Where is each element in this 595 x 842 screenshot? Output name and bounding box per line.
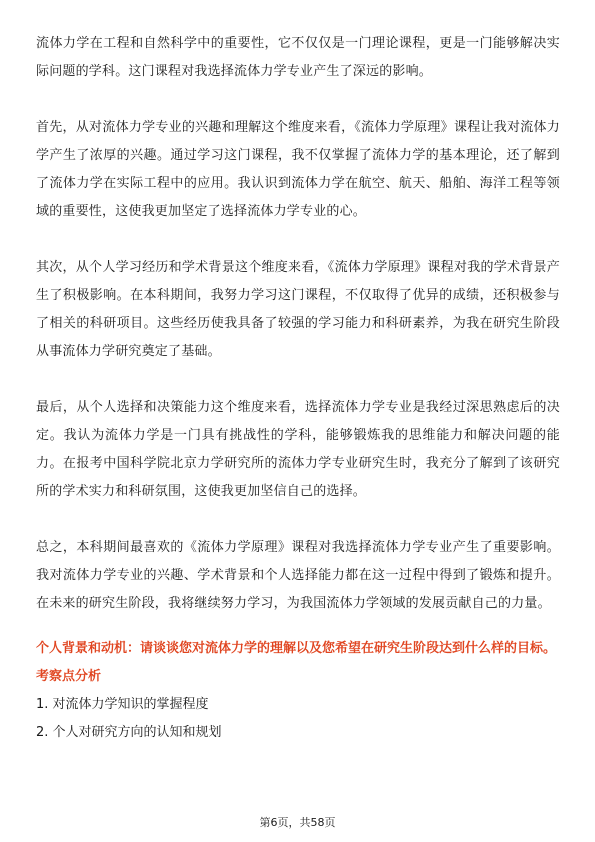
paragraph-second: 其次，从个人学习经历和学术背景这个维度来看，《流体力学原理》课程对我的学术背景产生了积极影响。在本科期间，我努力学习这门课程，不仅取得了优异的成绩，还积极参与了相关的科研项目。这些经历使我具备了较强的学习能力和科研素养，为我在研究生阶段从事流体力学研究奠定了基础。 — [36, 260, 560, 359]
question-heading: 个人背景和动机：请谈谈您对流体力学的理解以及您希望在研究生阶段达到什么样的目标。 — [36, 641, 557, 656]
analysis-point: 1. 对流体力学知识的掌握程度 — [36, 697, 209, 712]
paragraph-intro: 流体力学在工程和自然科学中的重要性，它不仅仅是一门理论课程，更是一门能够解决实际问题的学科。这门课程对我选择流体力学专业产生了深远的影响。 — [36, 36, 560, 79]
page-number: 第6页，共58页 — [259, 816, 336, 829]
paragraph-first: 首先，从对流体力学专业的兴趣和理解这个维度来看，《流体力学原理》课程让我对流体力学产生了浓厚的兴趣。通过学习这门课程，我不仅掌握了流体力学的基本理论，还了解到了流体力学在实际工程中的应用。我认识到流体力学在航空、航天、船舶、海洋工程等领域的重要性，这使我更加坚定了选择流体力学专业的心。 — [36, 120, 560, 219]
paragraph-conclusion: 总之，本科期间最喜欢的《流体力学原理》课程对我选择流体力学专业产生了重要影响。我对流体力学专业的兴趣、学术背景和个人选择能力都在这一过程中得到了锻炼和提升。在未来的研究生阶段，我将继续努力学习，为我国流体力学领域的发展贡献自己的力量。 — [36, 540, 560, 611]
analysis-title: 考察点分析 — [36, 669, 102, 684]
paragraph-last: 最后，从个人选择和决策能力这个维度来看，选择流体力学专业是我经过深思熟虑后的决定。我认为流体力学是一门具有挑战性的学科，能够锻炼我的思维能力和解决问题的能力。在报考中国科学院北京力学研究所的流体力学专业研究生时，我充分了解到了该研究所的学术实力和科研氛围，这使我更加坚信自己的选择。 — [36, 400, 560, 499]
analysis-point: 2. 个人对研究方向的认知和规划 — [36, 725, 222, 740]
document-body — [36, 30, 560, 749]
